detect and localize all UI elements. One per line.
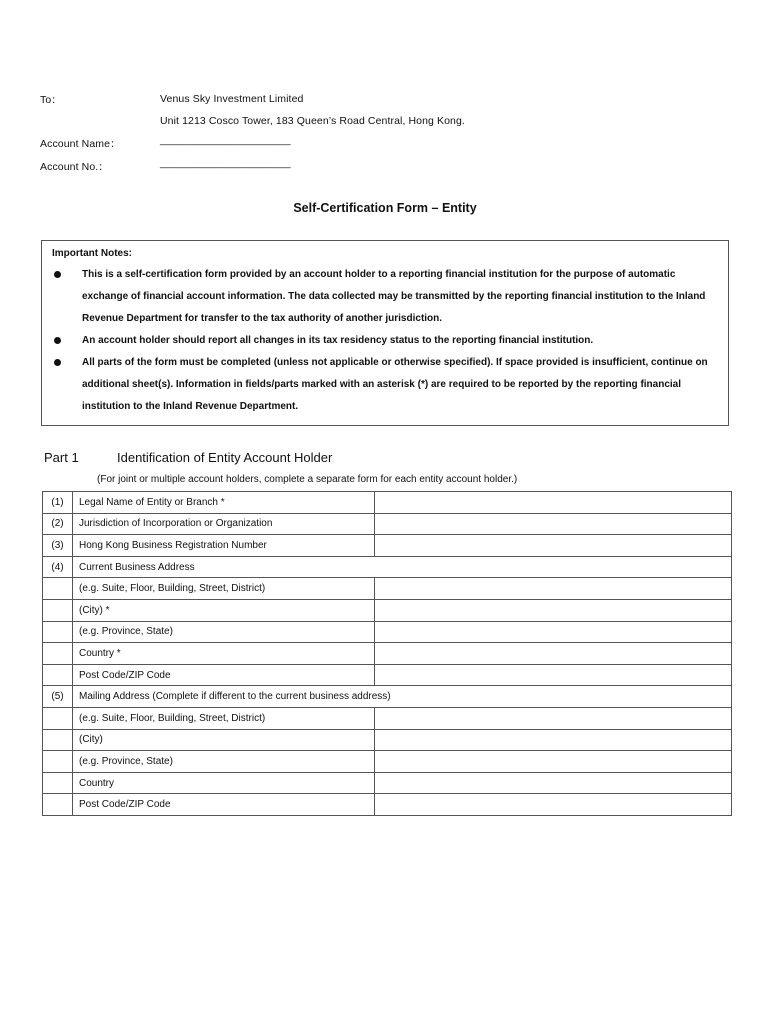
table-row [43, 621, 732, 643]
table-row [43, 772, 732, 794]
field-label: (e.g. Province, State) [73, 751, 375, 773]
mailing-province-input[interactable] [375, 751, 732, 773]
row-number-empty [43, 794, 73, 816]
field-label: Country [73, 772, 375, 794]
field-label: (e.g. Suite, Floor, Building, Street, District) [73, 578, 375, 600]
row-number-empty [43, 772, 73, 794]
part-title: Identification of Entity Account Holder [117, 450, 333, 465]
field-label: (City) [73, 729, 375, 751]
recipient-address: Unit 1213 Cosco Tower, 183 Queen’s Road Central, Hong Kong. [160, 115, 465, 127]
part-subtitle: (For joint or multiple account holders, complete a separate form for each entity account holder.) [97, 474, 518, 485]
row-number: (2) [43, 513, 73, 535]
field-label: Country * [73, 643, 375, 665]
table-row [43, 751, 732, 773]
current-street-input[interactable] [375, 578, 732, 600]
business-registration-input[interactable] [375, 535, 732, 557]
row-number: (3) [43, 535, 73, 557]
field-label: (e.g. Suite, Floor, Building, Street, District) [73, 707, 375, 729]
field-label: (City) * [73, 599, 375, 621]
table-row [43, 556, 732, 578]
row-number-empty [43, 578, 73, 600]
row-number-empty [43, 664, 73, 686]
row-number-empty [43, 599, 73, 621]
row-number: (4) [43, 556, 73, 578]
important-notes-box [41, 240, 729, 426]
table-row [43, 578, 732, 600]
table-row [43, 729, 732, 751]
note-text: All parts of the form must be completed (unless not applicable or otherwise specified). If space provided is insufficient, continue on additional sheet(s). Information in fields/parts marked with an asterisk (*) are required to be reported by the reporting financial institution to the Inland Revenue Department. [82, 357, 708, 412]
form-title: Self-Certification Form – Entity [293, 201, 477, 215]
table-row [43, 599, 732, 621]
account-no-field[interactable]: ______________________ [160, 157, 291, 169]
field-label: Post Code/ZIP Code [73, 664, 375, 686]
note-item [52, 264, 720, 330]
current-province-input[interactable] [375, 621, 732, 643]
current-country-input[interactable] [375, 643, 732, 665]
mailing-street-input[interactable] [375, 707, 732, 729]
account-name-label: Account Name： [40, 138, 121, 150]
recipient-name: Venus Sky Investment Limited [160, 93, 304, 105]
identification-table [42, 491, 732, 816]
note-item [52, 352, 720, 418]
current-postcode-input[interactable] [375, 664, 732, 686]
table-row [43, 686, 732, 708]
field-label: (e.g. Province, State) [73, 621, 375, 643]
table-row [43, 664, 732, 686]
account-no-label: Account No.： [40, 161, 109, 173]
note-text: An account holder should report all changes in its tax residency status to the reporting financial institution. [82, 335, 594, 346]
section-label: Mailing Address (Complete if different to the current business address) [73, 686, 732, 708]
section-label: Current Business Address [73, 556, 732, 578]
field-label: Hong Kong Business Registration Number [73, 535, 375, 557]
table-row [43, 643, 732, 665]
row-number: (5) [43, 686, 73, 708]
account-name-field[interactable]: ______________________ [160, 134, 291, 146]
table-row [43, 513, 732, 535]
to-label: To： [40, 94, 62, 106]
row-number-empty [43, 621, 73, 643]
row-number: (1) [43, 492, 73, 514]
table-row [43, 707, 732, 729]
notes-heading: Important Notes: [52, 248, 132, 259]
part-number: Part 1 [44, 450, 79, 465]
mailing-country-input[interactable] [375, 772, 732, 794]
field-label: Jurisdiction of Incorporation or Organization [73, 513, 375, 535]
field-label: Post Code/ZIP Code [73, 794, 375, 816]
jurisdiction-input[interactable] [375, 513, 732, 535]
row-number-empty [43, 751, 73, 773]
mailing-city-input[interactable] [375, 729, 732, 751]
current-city-input[interactable] [375, 599, 732, 621]
row-number-empty [43, 729, 73, 751]
row-number-empty [43, 707, 73, 729]
note-item [52, 330, 720, 352]
mailing-postcode-input[interactable] [375, 794, 732, 816]
table-row [43, 492, 732, 514]
row-number-empty [43, 643, 73, 665]
table-row [43, 794, 732, 816]
field-label: Legal Name of Entity or Branch * [73, 492, 375, 514]
note-text: This is a self-certification form provided by an account holder to a reporting financial institution for the purpose of automatic exchange of financial account information. The data collected may be transmitted by the reporting financial institution to the Inland Revenue Department for transfer to the tax authority of another jurisdiction. [82, 269, 706, 324]
table-row [43, 535, 732, 557]
legal-name-input[interactable] [375, 492, 732, 514]
